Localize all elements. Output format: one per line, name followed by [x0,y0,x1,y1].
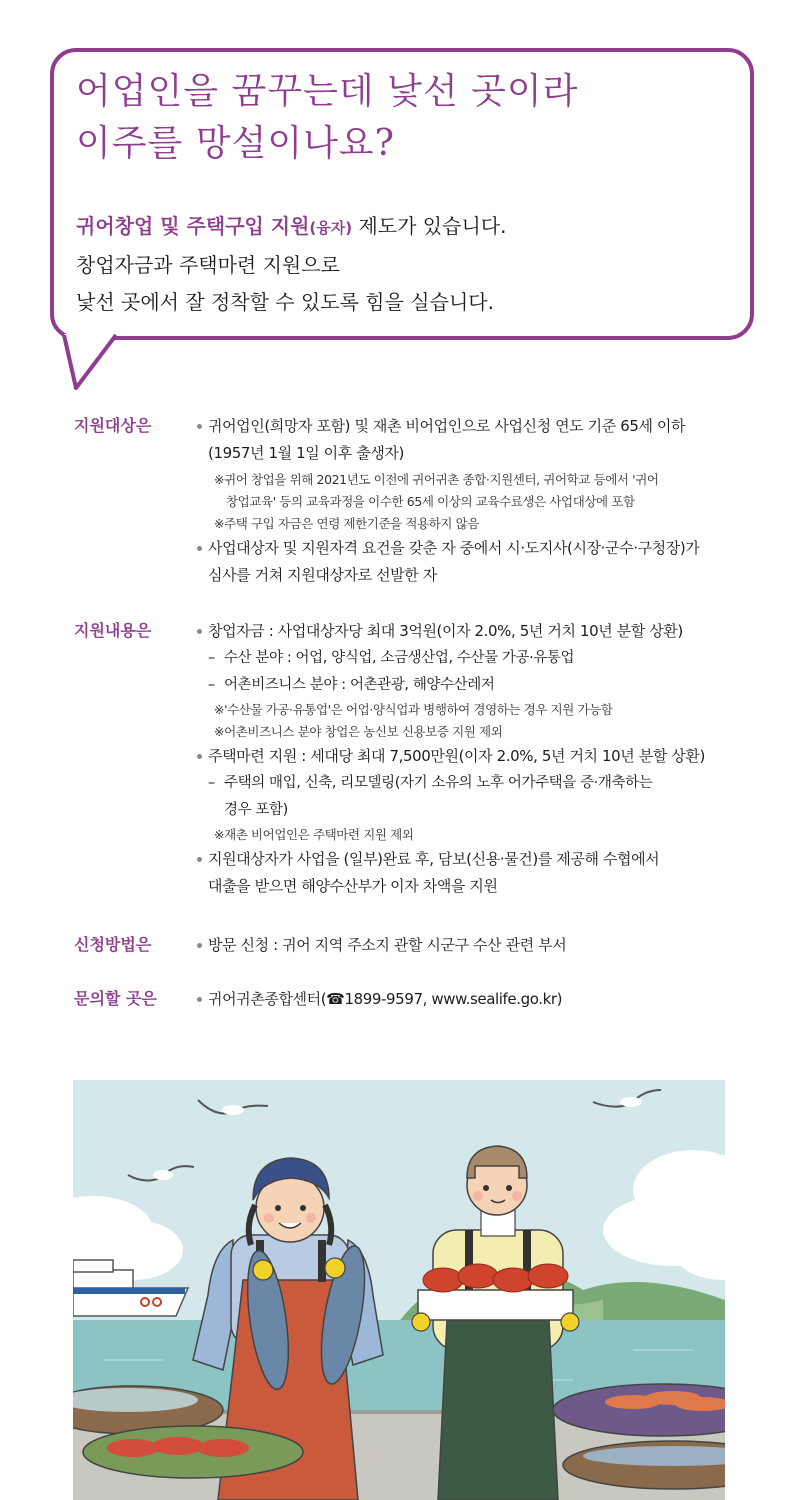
headline-line2: 이주를 망설이나요? [76,123,395,164]
section-target-body [196,413,742,589]
content-bullet-3-line2: 대출을 받으면 해양수산부가 이자 차액을 지원 [208,877,498,895]
section-content [74,618,744,908]
target-bullet-2-line2: 심사를 거쳐 지원대상자로 선발한 자 [208,566,437,584]
content-dash-2-text: 어촌비즈니스 분야 : 어촌관광, 해양수산레저 [224,677,495,693]
dash-mark: – [208,775,215,791]
content-dash-2 [196,672,742,699]
speech-bubble-tail [60,334,130,390]
target-note-2: ※주택 구입 자금은 연령 제한기준을 적용하지 않음 [214,516,480,531]
content-bullet-1: 창업자금 : 사업대상자당 최대 3억원(이자 2.0%, 5년 거치 10년 분할 상환) [196,618,742,645]
target-note-1-line2: 창업교육' 등의 교육과정을 이수한 65세 이상의 교육수료생은 사업대상에 포함 [226,494,635,509]
content-note-1: ※'수산물 가공·유통업'은 어업·양식업과 병행하여 경영하는 경우 지원 가능함 [214,702,613,717]
illustration-svg [73,1080,725,1500]
content-bullet-3-line1: 지원대상자가 사업을 (일부)완료 후, 담보(신용·물건)를 제공해 수협에서 [208,850,660,868]
content-dash-3-line2: 경우 포함) [224,802,288,818]
section-content-body [196,618,742,900]
target-bullet-1-line1: 귀어업인(희망자 포함) 및 재촌 비어업인으로 사업신청 연도 기준 65세 이하 [208,417,686,435]
intro-highlight-small: (융자) [309,219,353,237]
content-dash-3 [196,770,742,824]
headline [76,66,716,170]
section-target [74,413,744,593]
target-bullet-2 [196,535,742,589]
target-note-1 [208,469,742,513]
content-note-3: ※재촌 비어업인은 주택마련 지원 제외 [214,827,414,842]
content-bullet-3 [196,846,742,900]
dash-mark: – [208,650,215,666]
content-dash-3-line1: 주택의 매입, 신축, 리모델링(자기 소유의 노후 어가주택을 증·개축하는 [224,775,653,791]
content-dash-1-text: 수산 분야 : 어업, 양식업, 소금생산업, 수산물 가공·유통업 [224,650,575,666]
section-method-body [196,932,742,959]
intro-highlight: 귀어창업 및 주택구입 지원 [76,214,310,238]
contact-bullet-1: 귀어귀촌종합센터(☎1899-9597, www.sealife.go.kr) [196,986,742,1013]
target-note-1-line1: ※귀어 창업을 위해 2021년도 이전에 귀어귀촌 종합·지원센터, 귀어학교 등에서 '귀어 [214,472,659,487]
dash-mark: – [208,677,215,693]
section-method-label: 신청방법은 [74,935,152,954]
intro-line2: 창업자금과 주택마련 지원으로 [76,253,340,277]
target-bullet-1 [196,413,742,467]
method-bullet-1: 방문 신청 : 귀어 지역 주소지 관할 시군구 수산 관련 부서 [196,932,742,959]
section-content-label: 지원내용은 [74,621,152,640]
section-contact-body [196,986,742,1013]
intro-text [76,208,736,321]
headline-line1: 어업인을 꿈꾸는데 낯선 곳이라 [76,71,579,112]
intro-line1-rest: 제도가 있습니다. [352,214,507,238]
section-target-label: 지원대상은 [74,416,152,435]
section-contact-label: 문의할 곳은 [74,989,157,1008]
fishermen-illustration [73,1080,725,1500]
content-note-2: ※어촌비즈니스 분야 창업은 농신보 신용보증 지원 제외 [214,724,503,739]
content-bullet-2: 주택마련 지원 : 세대당 최대 7,500만원(이자 2.0%, 5년 거치 10년 분할 상환) [196,743,742,770]
section-contact [74,986,744,1016]
intro-line1 [76,208,736,247]
intro-line3: 낯선 곳에서 잘 정착할 수 있도록 힘을 실습니다. [76,290,494,314]
section-method [74,932,744,962]
content-dash-1 [196,645,742,672]
target-bullet-2-line1: 사업대상자 및 지원자격 요건을 갖춘 자 중에서 시·도지사(시장·군수·구청장)가 [208,539,700,557]
target-bullet-1-line2: (1957년 1월 1일 이후 출생자) [208,444,404,462]
